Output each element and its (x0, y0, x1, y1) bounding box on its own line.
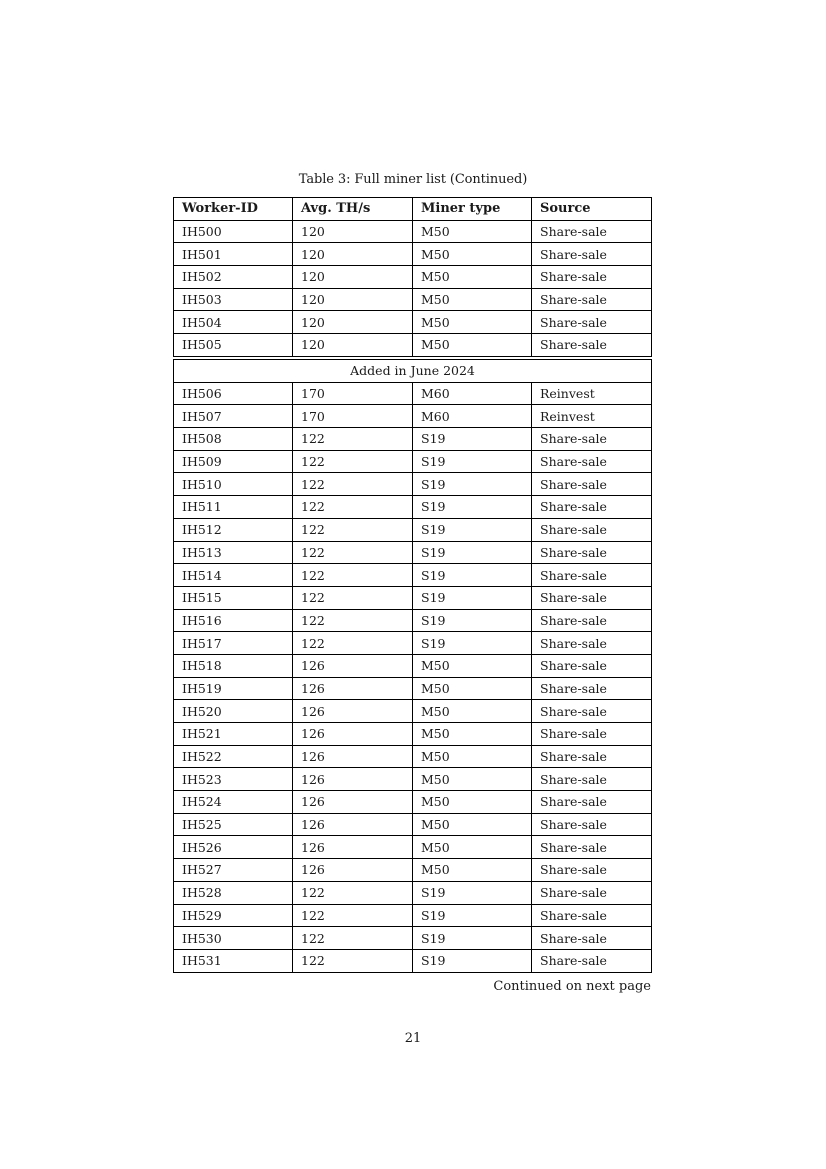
cell-avg-ths: 122 (293, 927, 413, 950)
section-header-row (174, 360, 652, 383)
cell-worker-id: IH503 (174, 288, 293, 311)
table-row (174, 405, 652, 428)
table-row (174, 450, 652, 473)
cell-avg-ths: 120 (293, 334, 413, 357)
cell-worker-id: IH517 (174, 632, 293, 655)
table-row (174, 881, 652, 904)
cell-avg-ths: 126 (293, 836, 413, 859)
table-row (174, 609, 652, 632)
cell-avg-ths: 122 (293, 632, 413, 655)
cell-miner-type: S19 (413, 586, 532, 609)
miner-table-june-2024 (173, 359, 651, 973)
cell-avg-ths: 126 (293, 859, 413, 882)
table-row (174, 745, 652, 768)
cell-miner-type: S19 (413, 632, 532, 655)
cell-avg-ths: 122 (293, 564, 413, 587)
cell-avg-ths: 126 (293, 723, 413, 746)
cell-worker-id: IH514 (174, 564, 293, 587)
cell-source: Share-sale (532, 700, 652, 723)
cell-miner-type: M50 (413, 677, 532, 700)
cell-source: Share-sale (532, 266, 652, 289)
table-row (174, 927, 652, 950)
cell-worker-id: IH509 (174, 450, 293, 473)
cell-worker-id: IH528 (174, 881, 293, 904)
cell-worker-id: IH500 (174, 220, 293, 243)
table-row (174, 813, 652, 836)
cell-worker-id: IH523 (174, 768, 293, 791)
cell-miner-type: M50 (413, 288, 532, 311)
table-row (174, 288, 652, 311)
cell-source: Share-sale (532, 311, 652, 334)
cell-source: Share-sale (532, 428, 652, 451)
header-avg-ths: Avg. TH/s (293, 198, 413, 221)
cell-source: Share-sale (532, 334, 652, 357)
table-row (174, 266, 652, 289)
cell-avg-ths: 120 (293, 243, 413, 266)
cell-worker-id: IH505 (174, 334, 293, 357)
cell-worker-id: IH506 (174, 382, 293, 405)
cell-miner-type: M50 (413, 791, 532, 814)
cell-source: Share-sale (532, 723, 652, 746)
cell-source: Share-sale (532, 836, 652, 859)
cell-source: Reinvest (532, 405, 652, 428)
cell-source: Share-sale (532, 881, 652, 904)
cell-avg-ths: 122 (293, 428, 413, 451)
cell-avg-ths: 120 (293, 220, 413, 243)
cell-worker-id: IH530 (174, 927, 293, 950)
cell-miner-type: M50 (413, 243, 532, 266)
cell-source: Share-sale (532, 473, 652, 496)
cell-avg-ths: 122 (293, 904, 413, 927)
cell-source: Share-sale (532, 541, 652, 564)
table-row (174, 654, 652, 677)
cell-source: Share-sale (532, 564, 652, 587)
cell-miner-type: M50 (413, 311, 532, 334)
table-row (174, 791, 652, 814)
cell-worker-id: IH510 (174, 473, 293, 496)
cell-avg-ths: 126 (293, 700, 413, 723)
cell-avg-ths: 122 (293, 518, 413, 541)
cell-source: Share-sale (532, 768, 652, 791)
table-header-row (174, 198, 652, 221)
cell-source: Share-sale (532, 745, 652, 768)
table-row (174, 518, 652, 541)
cell-source: Share-sale (532, 450, 652, 473)
cell-miner-type: S19 (413, 949, 532, 972)
table-row (174, 334, 652, 357)
table-row (174, 632, 652, 655)
cell-source: Share-sale (532, 859, 652, 882)
table-row (174, 541, 652, 564)
table-caption: Table 3: Full miner list (Continued) (298, 172, 528, 187)
cell-miner-type: S19 (413, 564, 532, 587)
cell-worker-id: IH508 (174, 428, 293, 451)
cell-avg-ths: 120 (293, 266, 413, 289)
cell-miner-type: S19 (413, 927, 532, 950)
cell-miner-type: M50 (413, 723, 532, 746)
table-row (174, 949, 652, 972)
cell-miner-type: M50 (413, 654, 532, 677)
cell-miner-type: S19 (413, 541, 532, 564)
table-row (174, 382, 652, 405)
cell-source: Share-sale (532, 813, 652, 836)
cell-source: Share-sale (532, 243, 652, 266)
cell-worker-id: IH518 (174, 654, 293, 677)
cell-avg-ths: 126 (293, 677, 413, 700)
table-row (174, 677, 652, 700)
header-source: Source (532, 198, 652, 221)
table-row (174, 723, 652, 746)
cell-worker-id: IH515 (174, 586, 293, 609)
table-row (174, 220, 652, 243)
cell-miner-type: S19 (413, 450, 532, 473)
table-row (174, 836, 652, 859)
cell-worker-id: IH504 (174, 311, 293, 334)
cell-worker-id: IH502 (174, 266, 293, 289)
cell-avg-ths: 122 (293, 586, 413, 609)
cell-avg-ths: 170 (293, 382, 413, 405)
cell-miner-type: S19 (413, 881, 532, 904)
cell-miner-type: M50 (413, 859, 532, 882)
cell-avg-ths: 126 (293, 745, 413, 768)
cell-worker-id: IH516 (174, 609, 293, 632)
continued-note: Continued on next page (493, 979, 651, 994)
cell-avg-ths: 126 (293, 791, 413, 814)
cell-source: Share-sale (532, 288, 652, 311)
miner-table-top (173, 197, 651, 357)
cell-miner-type: M50 (413, 220, 532, 243)
cell-source: Share-sale (532, 791, 652, 814)
cell-miner-type: M50 (413, 745, 532, 768)
cell-miner-type: M50 (413, 768, 532, 791)
cell-miner-type: S19 (413, 428, 532, 451)
table-row (174, 768, 652, 791)
cell-source: Share-sale (532, 220, 652, 243)
header-worker-id: Worker-ID (174, 198, 293, 221)
table-row (174, 428, 652, 451)
cell-miner-type: M60 (413, 382, 532, 405)
table-row (174, 473, 652, 496)
cell-worker-id: IH511 (174, 496, 293, 519)
cell-worker-id: IH526 (174, 836, 293, 859)
cell-source: Share-sale (532, 518, 652, 541)
cell-avg-ths: 122 (293, 881, 413, 904)
cell-source: Reinvest (532, 382, 652, 405)
cell-miner-type: M50 (413, 266, 532, 289)
cell-avg-ths: 122 (293, 609, 413, 632)
cell-worker-id: IH531 (174, 949, 293, 972)
cell-avg-ths: 120 (293, 288, 413, 311)
table-row (174, 859, 652, 882)
table-row (174, 586, 652, 609)
cell-avg-ths: 122 (293, 541, 413, 564)
cell-miner-type: M50 (413, 836, 532, 859)
cell-source: Share-sale (532, 496, 652, 519)
cell-miner-type: S19 (413, 518, 532, 541)
section-label: Added in June 2024 (174, 360, 652, 383)
cell-avg-ths: 126 (293, 654, 413, 677)
cell-source: Share-sale (532, 632, 652, 655)
cell-miner-type: S19 (413, 473, 532, 496)
cell-worker-id: IH525 (174, 813, 293, 836)
cell-worker-id: IH524 (174, 791, 293, 814)
cell-avg-ths: 122 (293, 496, 413, 519)
cell-avg-ths: 122 (293, 473, 413, 496)
table-row (174, 311, 652, 334)
cell-worker-id: IH527 (174, 859, 293, 882)
cell-worker-id: IH519 (174, 677, 293, 700)
cell-miner-type: S19 (413, 904, 532, 927)
table-row (174, 496, 652, 519)
cell-miner-type: S19 (413, 496, 532, 519)
page-number: 21 (404, 1031, 422, 1046)
cell-source: Share-sale (532, 904, 652, 927)
cell-worker-id: IH521 (174, 723, 293, 746)
table-row (174, 904, 652, 927)
cell-worker-id: IH501 (174, 243, 293, 266)
cell-avg-ths: 122 (293, 949, 413, 972)
table-row (174, 243, 652, 266)
cell-worker-id: IH513 (174, 541, 293, 564)
cell-worker-id: IH522 (174, 745, 293, 768)
cell-avg-ths: 122 (293, 450, 413, 473)
cell-source: Share-sale (532, 949, 652, 972)
table-row (174, 564, 652, 587)
cell-miner-type: S19 (413, 609, 532, 632)
cell-avg-ths: 126 (293, 768, 413, 791)
cell-avg-ths: 170 (293, 405, 413, 428)
cell-miner-type: M60 (413, 405, 532, 428)
cell-worker-id: IH512 (174, 518, 293, 541)
table-row (174, 700, 652, 723)
cell-avg-ths: 126 (293, 813, 413, 836)
cell-worker-id: IH520 (174, 700, 293, 723)
cell-miner-type: M50 (413, 334, 532, 357)
cell-worker-id: IH507 (174, 405, 293, 428)
cell-source: Share-sale (532, 609, 652, 632)
cell-avg-ths: 120 (293, 311, 413, 334)
header-miner-type: Miner type (413, 198, 532, 221)
cell-miner-type: M50 (413, 813, 532, 836)
cell-source: Share-sale (532, 927, 652, 950)
cell-source: Share-sale (532, 654, 652, 677)
cell-miner-type: M50 (413, 700, 532, 723)
cell-source: Share-sale (532, 586, 652, 609)
cell-source: Share-sale (532, 677, 652, 700)
cell-worker-id: IH529 (174, 904, 293, 927)
